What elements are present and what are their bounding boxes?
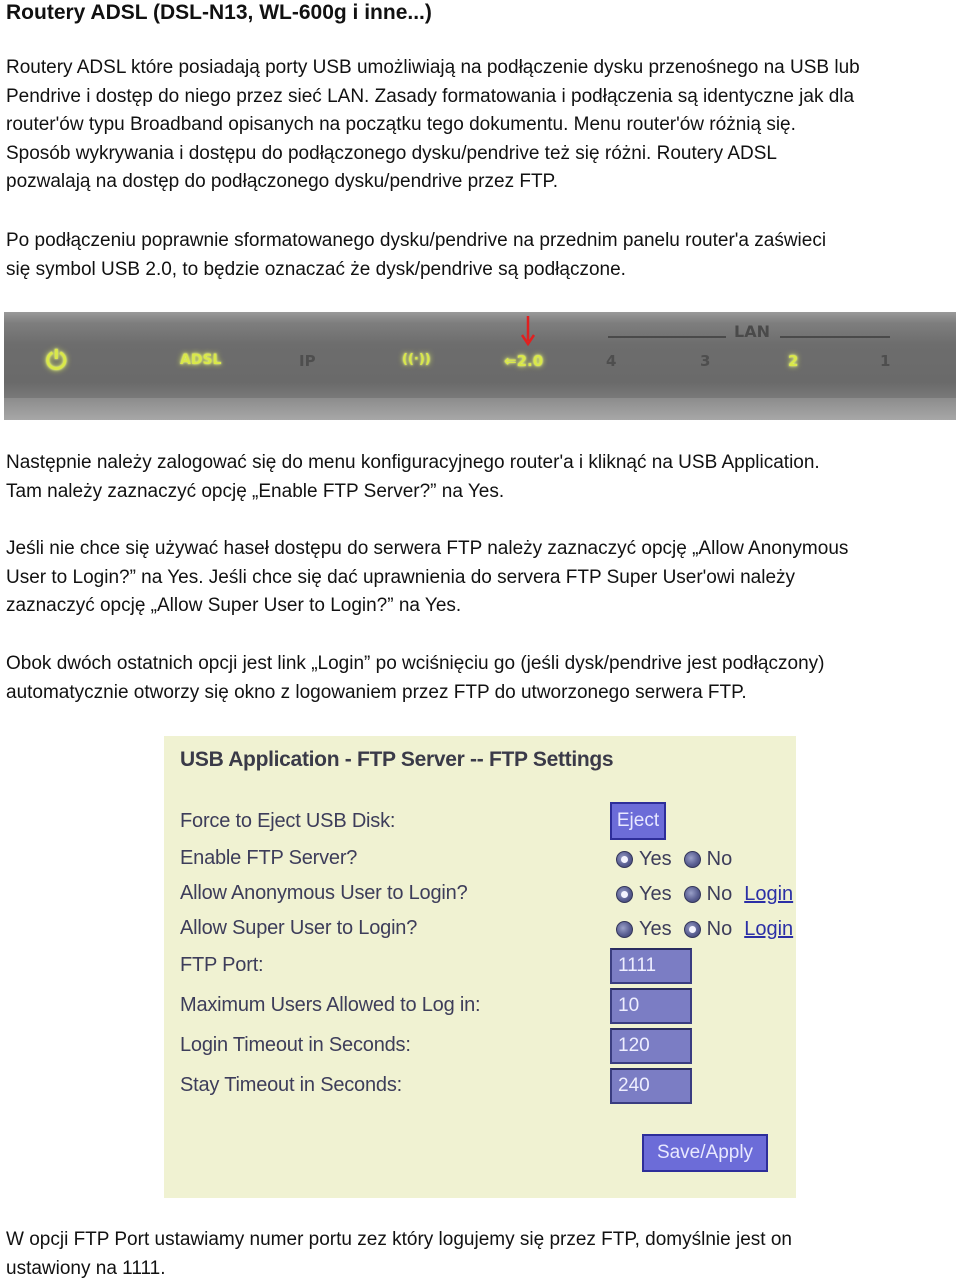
lan-bracket-line-right	[780, 336, 890, 338]
red-arrow-icon	[520, 315, 536, 347]
text-line: pozwalają na dostęp do podłączonego dysku/pendrive przez FTP.	[6, 171, 559, 193]
paragraph-anonymous	[6, 535, 956, 621]
ip-led-label: IP	[299, 352, 316, 370]
adsl-led-label: ADSL	[180, 352, 222, 368]
paragraph-login-link	[6, 650, 956, 707]
text-line: W opcji FTP Port ustawiamy numer portu zez który logujemy się przez FTP, domyślnie jest on	[6, 1229, 792, 1250]
text-line: router'ów typu Broadband opisanych na początku tego dokumentu. Menu router'ów różnią się.	[6, 114, 796, 136]
login-timeout-label: Login Timeout in Seconds:	[180, 1034, 411, 1056]
text-line: Routery ADSL które posiadają porty USB umożliwiają na podłączenie dysku przenośnego na USB lub	[6, 57, 860, 78]
super-user-no-radio[interactable]	[684, 921, 701, 938]
text-line: Jeśli nie chce się używać haseł dostępu do serwera FTP należy zaznaczyć opcję „Allow Anonymous	[6, 538, 849, 559]
eject-label: Force to Eject USB Disk:	[180, 810, 396, 832]
super-user-yes-radio[interactable]	[616, 921, 633, 938]
stay-timeout-input[interactable]: 240	[610, 1068, 692, 1104]
anonymous-login-label: Allow Anonymous User to Login?	[180, 882, 468, 904]
lan-4-led-label: 4	[606, 352, 617, 370]
wireless-led-icon: ((·))	[402, 352, 431, 367]
text-line: Pendrive i dostęp do niego przez sieć LAN. Zasady formatowania i podłączenia są identyczne jak dla	[6, 85, 855, 107]
radio-yes-label: Yes	[639, 848, 672, 870]
text-line: się symbol USB 2.0, to będzie oznaczać że dysk/pendrive są podłączone.	[6, 258, 626, 280]
text-line: User to Login?” na Yes. Jeśli chce się dać uprawnienia do servera FTP Super User'owi należy	[6, 566, 796, 588]
text-line: automatycznie otworzy się okno z logowaniem przez FTP do utworzonego serwera FTP.	[6, 681, 747, 703]
text-line: Sposób wykrywania i dostępu do podłączonego dysku/pendrive też się różni. Routery ADSL	[6, 142, 777, 164]
radio-no-label: No	[706, 883, 733, 905]
super-user-login-label: Allow Super User to Login?	[180, 917, 418, 939]
super-user-radio-group	[616, 918, 793, 941]
radio-yes-label: Yes	[639, 883, 672, 905]
text-line: Obok dwóch ostatnich opcji jest link „Login” po wciśnięciu go (jeśli dysk/pendrive jest podłączony)	[6, 653, 825, 674]
anonymous-yes-radio[interactable]	[616, 886, 633, 903]
panel-bottom-edge	[4, 398, 956, 420]
text-line: Po podłączeniu poprawnie sformatowanego dysku/pendrive na przednim panelu router'a zaświeci	[6, 230, 827, 251]
document-heading: Routery ADSL (DSL-N13, WL-600g i inne...)	[6, 1, 432, 24]
ftp-settings-screenshot	[164, 736, 796, 1198]
anonymous-login-radio-group	[616, 883, 793, 906]
ftp-settings-title: USB Application - FTP Server -- FTP Settings	[180, 748, 614, 771]
radio-yes-label: Yes	[639, 918, 672, 940]
enable-ftp-label: Enable FTP Server?	[180, 847, 358, 869]
enable-ftp-radio-group	[616, 848, 744, 871]
stay-timeout-label: Stay Timeout in Seconds:	[180, 1074, 402, 1096]
ftp-port-input[interactable]: 1111	[610, 948, 692, 984]
enable-ftp-yes-radio[interactable]	[616, 851, 633, 868]
lan-group-label: LAN	[734, 322, 770, 341]
anonymous-login-link[interactable]: Login	[744, 883, 794, 905]
power-led-icon: ⏻	[46, 346, 67, 376]
paragraph-login-menu	[6, 449, 956, 506]
text-line: Następnie należy zalogować się do menu konfiguracyjnego router'a i kliknąć na USB Application.	[6, 452, 820, 473]
lan-3-led-label: 3	[700, 352, 711, 370]
lan-bracket-line-left	[608, 336, 726, 338]
eject-button[interactable]: Eject	[610, 802, 666, 840]
paragraph-ftp-port	[6, 1226, 956, 1283]
login-timeout-input[interactable]: 120	[610, 1028, 692, 1064]
paragraph-intro	[6, 54, 956, 197]
radio-no-label: No	[706, 918, 733, 940]
ftp-port-label: FTP Port:	[180, 954, 264, 976]
radio-no-label: No	[706, 848, 733, 870]
text-line: Tam należy zaznaczyć opcję „Enable FTP Server?” na Yes.	[6, 480, 505, 502]
text-line: zaznaczyć opcję „Allow Super User to Login?” na Yes.	[6, 595, 462, 617]
anonymous-no-radio[interactable]	[684, 886, 701, 903]
max-users-input[interactable]: 10	[610, 988, 692, 1024]
router-front-panel-photo	[4, 312, 956, 420]
lan-1-led-label: 1	[880, 352, 891, 370]
text-line: ustawiony na 1111.	[6, 1257, 166, 1279]
enable-ftp-no-radio[interactable]	[684, 851, 701, 868]
max-users-label: Maximum Users Allowed to Log in:	[180, 994, 481, 1016]
save-apply-button[interactable]: Save/Apply	[642, 1134, 768, 1172]
paragraph-usb-symbol	[6, 227, 956, 284]
usb-led-label: ⇐2.0	[504, 352, 544, 370]
lan-2-led-label: 2	[788, 352, 799, 370]
super-user-login-link[interactable]: Login	[744, 918, 794, 940]
